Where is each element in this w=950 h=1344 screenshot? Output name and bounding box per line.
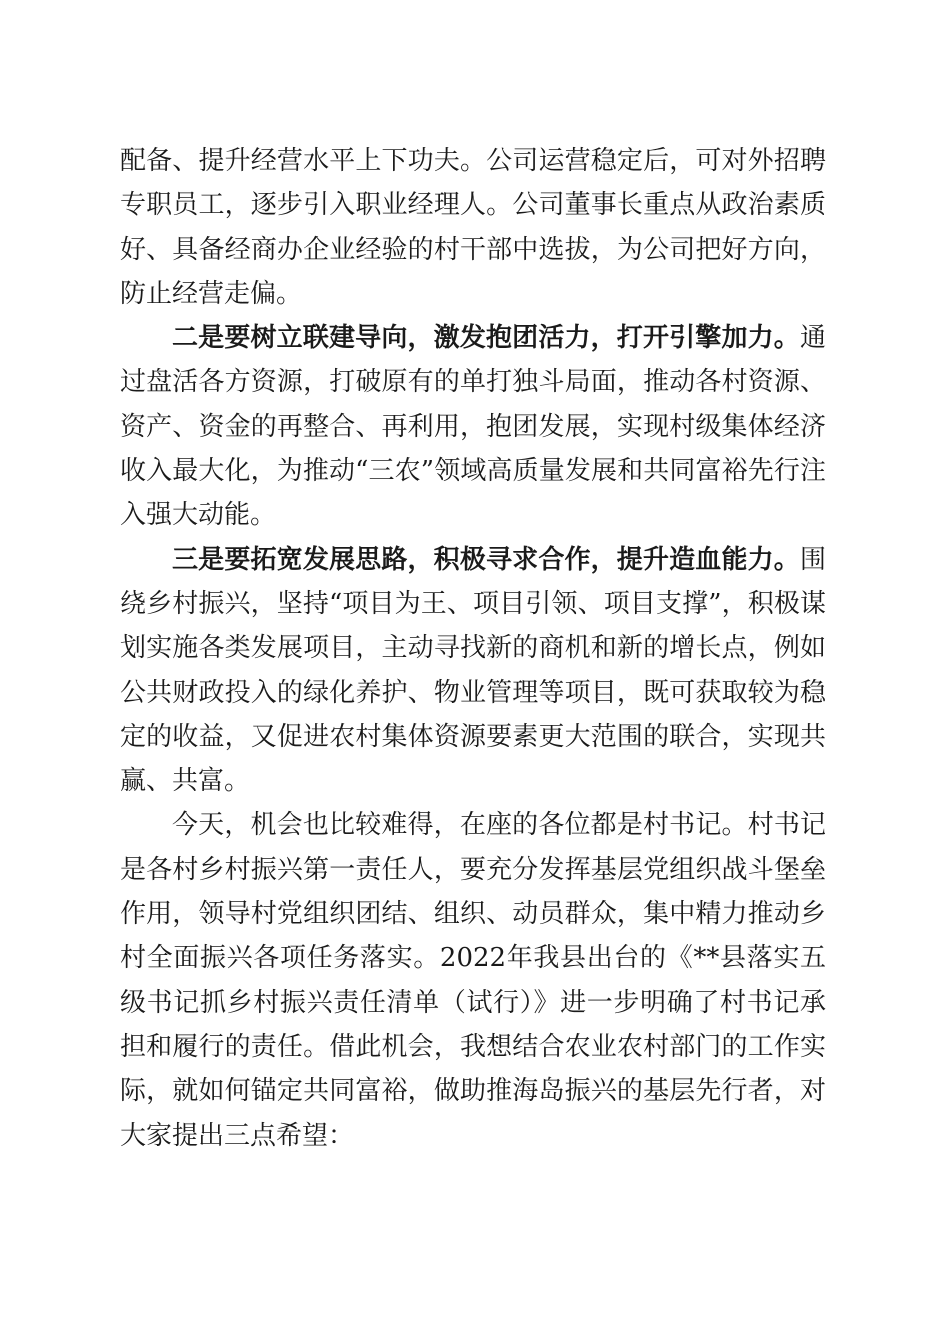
document-body: [120, 139, 826, 1158]
paragraph-closing: [120, 803, 826, 1157]
paragraph-lead-heading: 三是要拓宽发展思路，积极寻求合作，提升造血能力。: [172, 544, 800, 575]
paragraph-text: 今天，机会也比较难得，在座的各位都是村书记。村书记是各村乡村振兴第一责任人，要充分发挥基层党组织战斗堡垒作用，领导村党组织团结、组织、动员群众，集中精力推动乡村全面振兴各项任务落实。2022年我县出台的《**县落实五级书记抓乡村振兴责任清单（试行）》进一步明确了村书记承担和履行的责任。借此机会，我想结合农业农村部门的工作实际，就如何锚定共同富裕，做助推海岛振兴的基层先行者，对大家提出三点希望：: [120, 810, 826, 1151]
paragraph-lead-heading: 二是要树立联建导向，激发抱团活力，打开引擎加力。: [172, 323, 800, 354]
paragraph-text: 围绕乡村振兴，坚持“项目为王、项目引领、项目支撑”，积极谋划实施各类发展项目，主动寻找新的商机和新的增长点，例如公共财政投入的绿化养护、物业管理等项目，既可获取较为稳定的收益，又促进农村集体资源要素更大范围的联合，实现共赢、共富。: [120, 544, 826, 797]
paragraph-continuation: [120, 139, 826, 316]
paragraph-point-three: [120, 538, 826, 804]
paragraph-text: 通过盘活各方资源，打破原有的单打独斗局面，推动各村资源、资产、资金的再整合、再利用，抱团发展，实现村级集体经济收入最大化，为推动“三农”领域高质量发展和共同富裕先行注入强大动能。: [120, 323, 826, 531]
paragraph-text: 配备、提升经营水平上下功夫。公司运营稳定后，可对外招聘专职员工，逐步引入职业经理人。公司董事长重点从政治素质好、具备经商办企业经验的村干部中选拔，为公司把好方向，防止经营走偏。: [120, 146, 826, 309]
paragraph-point-two: [120, 316, 826, 537]
